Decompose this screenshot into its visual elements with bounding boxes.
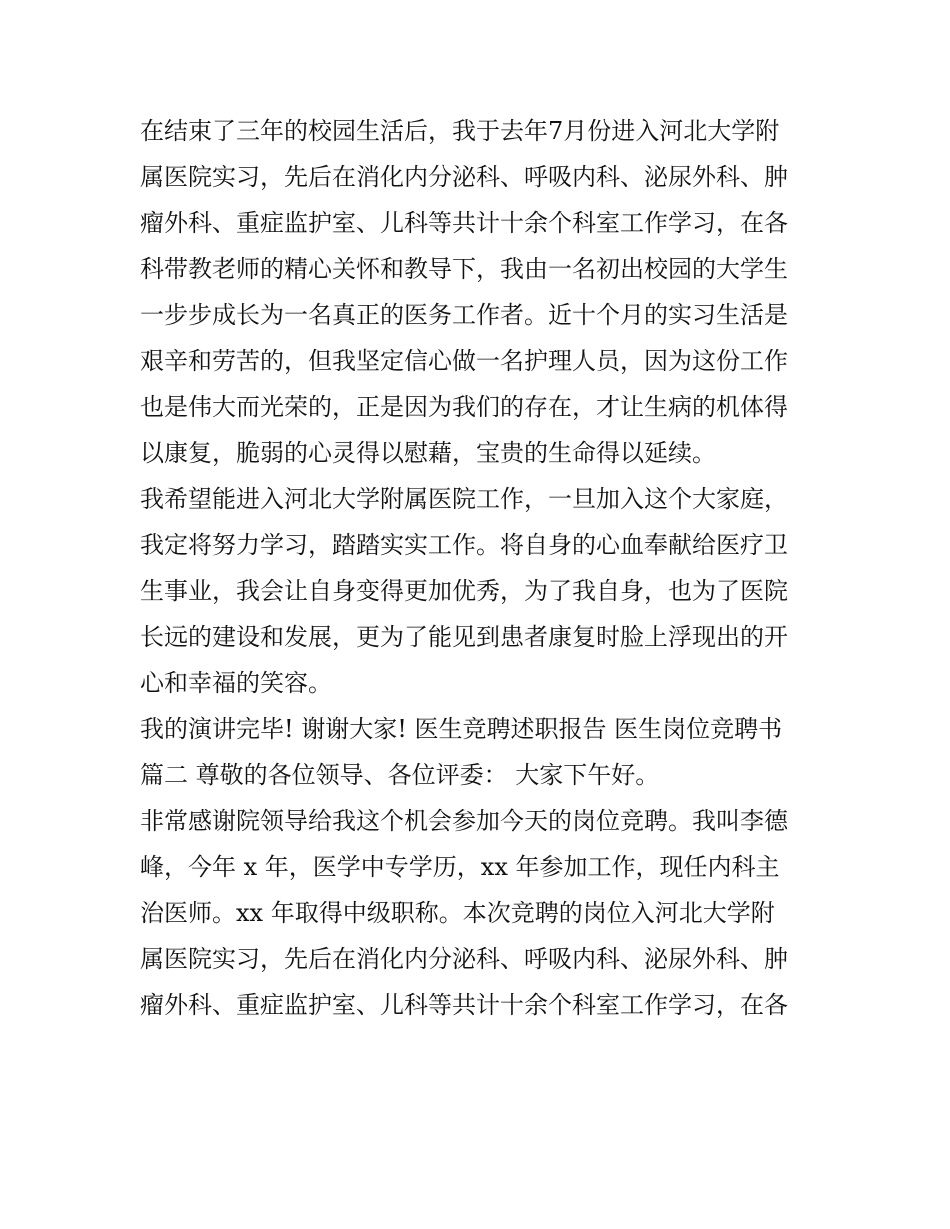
text-line-18: 治医师。xx 年取得中级职称。本次竞聘的岗位入河北大学附	[140, 899, 775, 927]
text-line-3: 瘤外科、重症监护室、儿科等共计十余个科室工作学习，在各	[140, 209, 788, 237]
text-line-14: 我的演讲完毕! 谢谢大家! 医生竞聘述职报告 医生岗位竞聘书	[140, 715, 783, 743]
text-line-10: 我定将努力学习，踏踏实实工作。将自身的心血奉献给医疗卫	[140, 531, 788, 559]
text-line-4: 科带教老师的精心关怀和教导下，我由一名初出校园的大学生	[140, 255, 788, 283]
text-line-7: 也是伟大而光荣的，正是因为我们的存在，才让生病的机体得	[140, 393, 788, 421]
text-line-13: 心和幸福的笑容。	[140, 669, 332, 697]
document-body	[140, 108, 820, 1028]
text-line-11: 生事业，我会让自身变得更加优秀，为了我自身，也为了医院	[140, 577, 788, 605]
text-line-16: 非常感谢院领导给我这个机会参加今天的岗位竞聘。我叫李德	[140, 807, 788, 835]
text-line-20: 瘤外科、重症监护室、儿科等共计十余个科室工作学习，在各	[140, 991, 788, 1019]
text-line-15: 篇二 尊敬的各位领导、各位评委： 大家下午好。	[140, 761, 660, 789]
text-line-6: 艰辛和劳苦的，但我坚定信心做一名护理人员，因为这份工作	[140, 347, 788, 375]
text-line-1: 在结束了三年的校园生活后，我于去年7月份进入河北大学附	[140, 117, 780, 145]
text-line-8: 以康复，脆弱的心灵得以慰藉，宝贵的生命得以延续。	[140, 439, 716, 467]
text-line-5: 一步步成长为一名真正的医务工作者。近十个月的实习生活是	[140, 301, 788, 329]
text-line-2: 属医院实习，先后在消化内分泌科、呼吸内科、泌尿外科、肿	[140, 163, 788, 191]
text-line-9: 我希望能进入河北大学附属医院工作，一旦加入这个大家庭，	[140, 485, 788, 513]
text-line-12: 长远的建设和发展，更为了能见到患者康复时脸上浮现出的开	[140, 623, 788, 651]
text-line-17: 峰，今年 x 年，医学中专学历，xx 年参加工作，现任内科主	[140, 853, 780, 881]
text-line-19: 属医院实习，先后在消化内分泌科、呼吸内科、泌尿外科、肿	[140, 945, 788, 973]
